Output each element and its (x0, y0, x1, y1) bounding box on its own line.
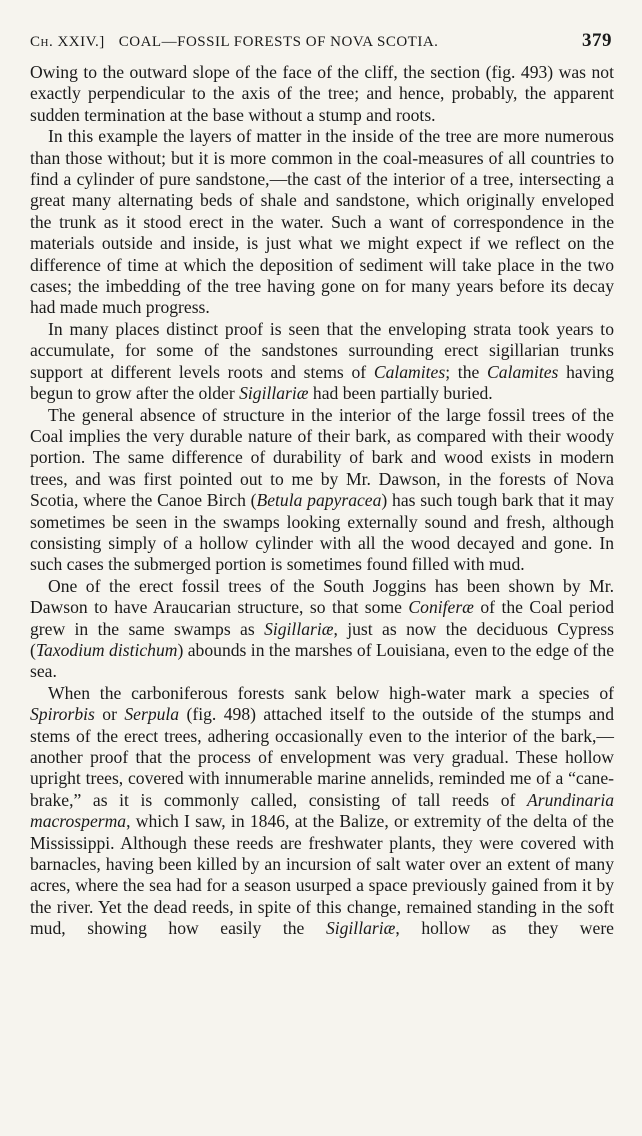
italic-term: Sigillariæ (239, 383, 309, 404)
text-run: having begun to grow after the older (30, 361, 614, 404)
text-run: In many places distinct proof is seen that the enveloping strata took years to accumulate, for some of the sandstones surrounding erect sigillarian trunks support at different levels roots and stems of (30, 318, 614, 382)
text-run: ) abounds in the marshes of Louisiana, even to the edge of the sea. (30, 639, 615, 682)
italic-term: Betula papyracea (256, 490, 382, 511)
running-title (30, 34, 438, 51)
chapter-title: COAL—FOSSIL FORESTS OF NOVA SCOTIA. (118, 34, 439, 50)
paragraph (30, 319, 614, 405)
text-run: , hollow as they were (395, 918, 614, 939)
italic-term: Serpula (124, 704, 180, 725)
italic-term: Sigillariæ (325, 918, 396, 939)
italic-term: Calamites (373, 361, 446, 382)
paragraph (30, 405, 614, 576)
text-run: , just as now the deciduous Cypress ( (30, 618, 614, 660)
text-run: ; the (445, 361, 488, 382)
paragraph (30, 683, 614, 940)
paragraph (30, 126, 614, 319)
page-number: 379 (582, 30, 612, 51)
italic-term: Arundinaria macrosperma (30, 789, 614, 832)
text-run: (fig. 498) attached itself to the outside of the stumps and stems of the erect trees, adhering occasionally even to the interior of the bark,—another proof that the process of envelopment was very gradual. These hollow upright trees, covered with innumerable marine annelids, reminded me of a “cane-brake,” as it is commonly called, consisting of tall reeds of (30, 704, 615, 810)
italic-term: Sigillariæ (264, 618, 334, 639)
text-run: In this example the layers of matter in the inside of the tree are more numerous than those without; but it is more common in the coal-measures of all countries to find a cylinder of pure sandstone,—the cast of the interior of a tree, intersecting a great many alternating beds of shale and sandstone, which originally enveloped the trunk as it stood erect in the water. Such a want of correspondence in the materials outside and inside, is just what we might expect if we reflect on the difference of time at which the deposition of sediment will take place in the two cases; the imbedding of the tree having gone on for many years before its decay had made much progress. (30, 126, 614, 318)
text-run: of the Coal period grew in the same swamps as (30, 597, 615, 639)
paragraph (30, 576, 614, 683)
italic-term: Taxodium distichum (35, 639, 178, 660)
text-run: or (94, 704, 125, 725)
text-run: One of the erect fossil trees of the South Joggins has been shown by Mr. Dawson to have Araucarian structure, so that some (30, 575, 614, 618)
text-run: Owing to the outward slope of the face of the cliff, the section (fig. 493) was not exactly perpendicular to the axis of the tree; and hence, probably, the apparent sudden termination at the base without a stump and roots. (30, 62, 614, 125)
text-run: When the carboniferous forests sank below high-water mark a species of (48, 682, 614, 703)
italic-term: Calamites (487, 361, 559, 382)
chapter-number: Ch. XXIV.] (30, 34, 105, 50)
paragraph (30, 62, 614, 126)
text-run: ) has such tough bark that it may sometimes be seen in the swamps looking externally sound and fresh, although consisting simply of a hollow cylinder with all the wood decayed and gone. In such cases the submerged portion is sometimes found filled with mud. (30, 490, 614, 575)
italic-term: Coniferæ (408, 597, 474, 618)
italic-term: Spirorbis (30, 704, 95, 725)
text-run: The general absence of structure in the interior of the large fossil trees of the Coal implies the very durable nature of their bark, as compared with their woody portion. The same difference of durability of bark and wood exists in modern trees, and was first pointed out to me by Mr. Dawson, in the forests of Nova Scotia, where the Canoe Birch ( (30, 404, 614, 511)
text-run: , which I saw, in 1846, at the Balize, or extremity of the delta of the Mississippi. Although these reeds are freshwater plants, they were covered with barnacles, having been killed by an incursion of salt water over an extent of many acres, where the sea had for a season usurped a space previously gained from it by the river. Yet the dead reeds, in spite of this change, remained standing in the soft mud, showing how easily the (30, 811, 614, 939)
body-text (30, 62, 614, 940)
text-run: had been partially buried. (308, 383, 493, 404)
running-header (30, 30, 614, 52)
